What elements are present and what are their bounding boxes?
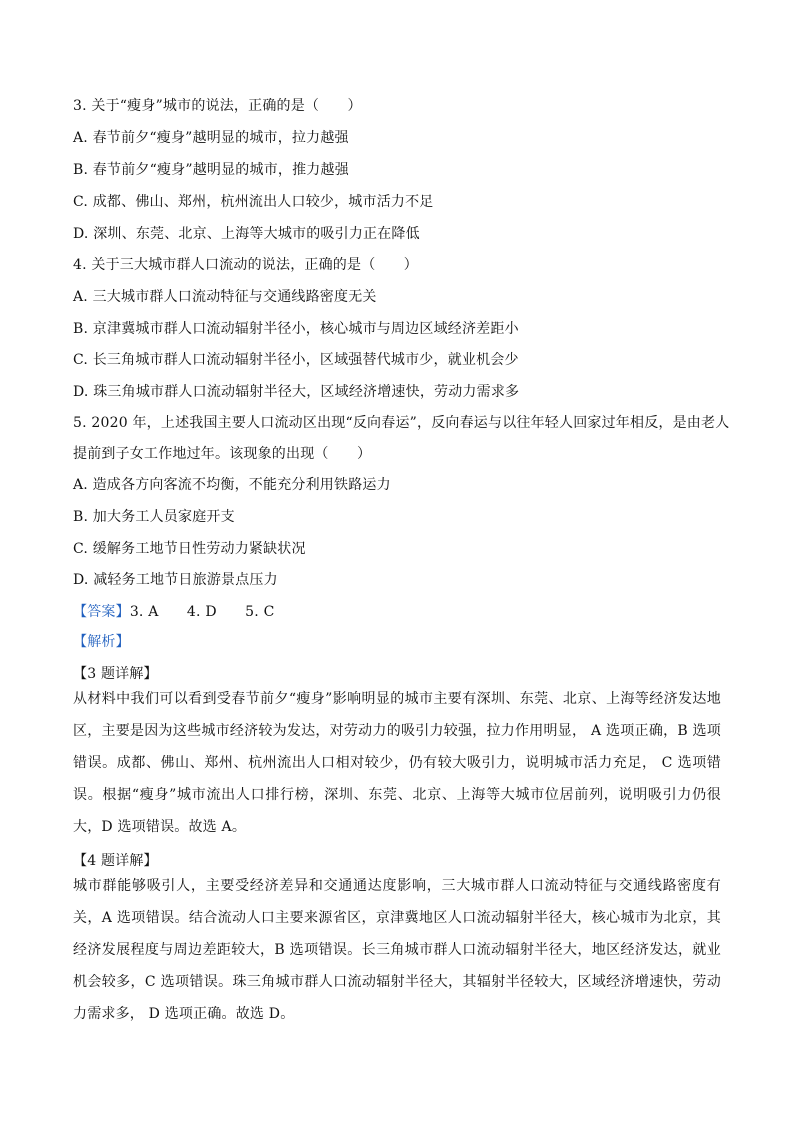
detail-4-label: 【4 题详解】: [73, 853, 158, 869]
question-3-option-c: C. 成都、佛山、郑州，杭州流出人口较少，城市活力不足: [73, 194, 434, 210]
question-4-option-d: D. 珠三角城市群人口流动辐射半径大，区域经济增速快，劳动力需求多: [73, 384, 520, 400]
question-4-option-c: C. 长三角城市群人口流动辐射半径小，区域强替代城市少，就业机会少: [73, 352, 519, 368]
question-4-option-b: B. 京津冀城市群人口流动辐射半径小，核心城市与周边区域经济差距小: [73, 321, 519, 337]
question-4-stem: 4. 关于三大城市群人口流动的说法，正确的是（ ）: [73, 257, 419, 273]
answer-line: [73, 603, 274, 621]
question-3-stem: 3. 关于“瘦身”城市的说法，正确的是（ ）: [73, 98, 362, 114]
question-5-option-d: D. 减轻务工地节日旅游景点压力: [73, 572, 278, 588]
question-4-option-a: A. 三大城市群人口流动特征与交通线路密度无关: [73, 289, 377, 305]
answer-label: 【答案】: [73, 604, 130, 620]
question-5-option-a: A. 造成各方向客流不均衡，不能充分利用铁路运力: [73, 477, 391, 493]
detail-3-text: 从材料中我们可以看到受春节前夕“瘦身”影响明显的城市主要有深圳、东莞、北京、上海等经济发达地区，主要是因为这些城市经济较为发达，对劳动力的吸引力较强，拉力作用明显， A 选项正确，B 选项错误。成都、佛山、郑州、杭州流出人口相对较少，仍有较大吸引力，说明城市活力充足， C 选项错误。根据“瘦身”城市流出人口排行榜，深圳、东莞、北京、上海等大城市位居前列，说明吸引力仍很大，D 选项错误。故选 A。: [73, 691, 721, 835]
question-3-option-b: B. 春节前夕“瘦身”越明显的城市，推力越强: [73, 162, 349, 178]
question-3-option-a: A. 春节前夕“瘦身”越明显的城市，拉力越强: [73, 130, 349, 146]
question-5-stem-line-1: 5. 2020 年，上述我国主要人口流动区出现“反向春运”，反向春运与以往年轻人回家过年相反，是由老人: [73, 415, 730, 431]
question-5-stem-line-2: 提前到子女工作地过年。该现象的出现（ ）: [73, 446, 372, 462]
detail-3-label: 【3 题详解】: [73, 666, 158, 682]
question-3-option-d: D. 深圳、东莞、北京、上海等大城市的吸引力正在降低: [73, 226, 420, 242]
question-5-option-b: B. 加大务工人员家庭开支: [73, 509, 235, 525]
answer-text: 3. A 4. D 5. C: [129, 604, 275, 620]
analysis-label: 【解析】: [73, 634, 130, 650]
question-5-option-c: C. 缓解务工地节日性劳动力紧缺状况: [73, 541, 306, 557]
detail-4-text: 城市群能够吸引人，主要受经济差异和交通通达度影响，三大城市群人口流动特征与交通线路密度有关，A 选项错误。结合流动人口主要来源省区，京津冀地区人口流动辐射半径大，核心城市为北京，其经济发展程度与周边差距较大，B 选项错误。长三角城市群人口流动辐射半径大，地区经济发达，就业机会较多，C 选项错误。珠三角城市群人口流动辐射半径大，其辐射半径较大，区域经济增速快，劳动力需求多， D 选项正确。故选 D。: [73, 878, 721, 1022]
